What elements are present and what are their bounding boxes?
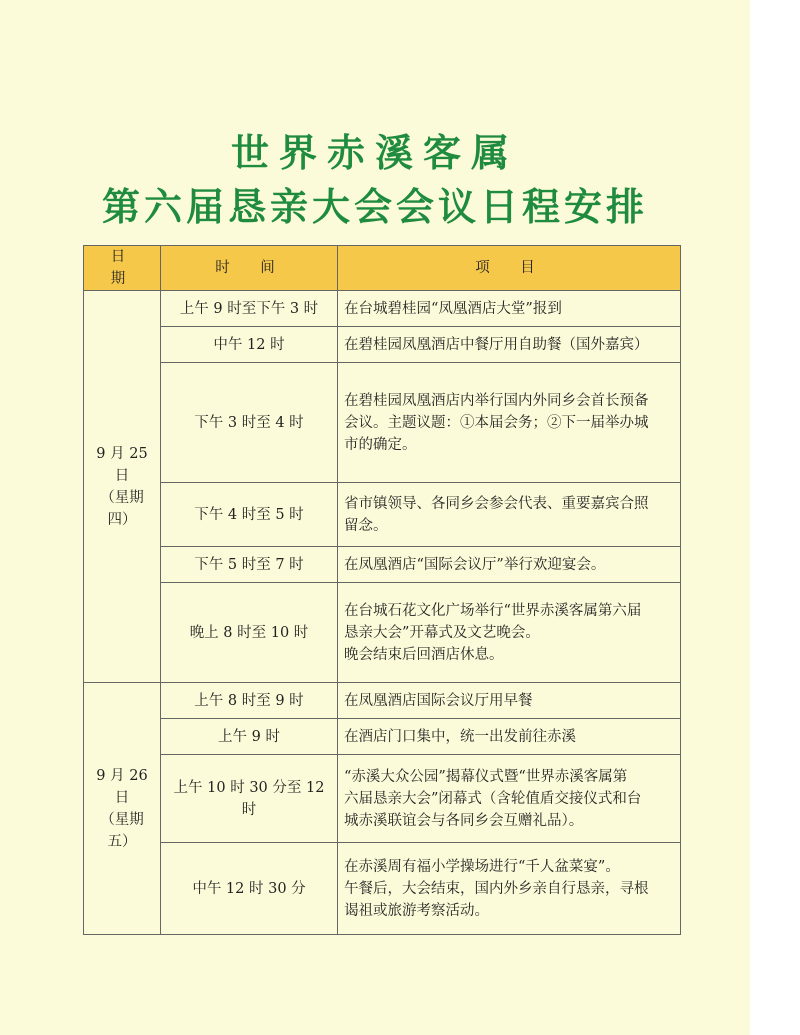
- item-line: 恳亲大会”开幕式及文艺晚会。: [344, 624, 540, 641]
- table-row: [84, 483, 681, 547]
- time-cell: 上午 9 时: [161, 719, 338, 755]
- time-cell: 上午 10 时 30 分至 12 时: [161, 755, 338, 843]
- item-cell: [338, 483, 681, 547]
- table-row: [84, 547, 681, 583]
- item-line: 谒祖或旅游考察活动。: [344, 902, 489, 919]
- table-row: [84, 327, 681, 363]
- item-line: 在碧桂园凤凰酒店内举行国内外同乡会首长预备: [344, 392, 649, 409]
- table-row: [84, 291, 681, 327]
- item-line: 城赤溪联谊会与各同乡会互赠礼品）。: [344, 812, 584, 829]
- time-cell: 中午 12 时 30 分: [161, 843, 338, 935]
- item-line: 在碧桂园凤凰酒店中餐厅用自助餐（国外嘉宾）: [344, 336, 649, 353]
- date-cell: [84, 683, 161, 935]
- table-row: [84, 755, 681, 843]
- schedule-body: [84, 291, 681, 935]
- time-cell: 下午 4 时至 5 时: [161, 483, 338, 547]
- item-line: 在赤溪周有福小学操场进行“千人盆菜宴”。: [344, 858, 620, 875]
- date-text: 9 月 26 日: [96, 767, 148, 806]
- time-cell: 下午 5 时至 7 时: [161, 547, 338, 583]
- table-row: [84, 363, 681, 483]
- header-date: 日 期: [84, 246, 161, 291]
- weekday-text: （星期四）: [100, 489, 144, 528]
- item-line: 六届恳亲大会”闭幕式（含轮值盾交接仪式和台: [344, 790, 642, 807]
- item-line: 在凤凰酒店“国际会议厅”举行欢迎宴会。: [344, 556, 606, 573]
- time-cell: 中午 12 时: [161, 327, 338, 363]
- header-row: [84, 246, 681, 291]
- table-row: [84, 719, 681, 755]
- time-cell: 上午 8 时至 9 时: [161, 683, 338, 719]
- header-time: 时 间: [161, 246, 338, 291]
- item-cell: [338, 683, 681, 719]
- item-line: 市的确定。: [344, 436, 417, 453]
- item-line: 省市镇领导、各同乡会参会代表、重要嘉宾合照: [344, 495, 649, 512]
- schedule-table: [83, 245, 681, 935]
- item-cell: [338, 719, 681, 755]
- table-row: [84, 843, 681, 935]
- item-line: 晚会结束后回酒店休息。: [344, 646, 504, 663]
- item-line: 在酒店门口集中，统一出发前往赤溪: [344, 728, 576, 745]
- item-cell: [338, 583, 681, 683]
- date-text: 9 月 25 日: [96, 445, 148, 484]
- date-cell: [84, 291, 161, 683]
- time-cell: 下午 3 时至 4 时: [161, 363, 338, 483]
- item-cell: [338, 363, 681, 483]
- weekday-text: （星期五）: [100, 811, 144, 850]
- table-row: [84, 683, 681, 719]
- table-row: [84, 583, 681, 683]
- item-line: 留念。: [344, 517, 388, 534]
- item-cell: [338, 291, 681, 327]
- time-cell: 晚上 8 时至 10 时: [161, 583, 338, 683]
- item-line: 会议。主题议题：①本届会务；②下一届举办城: [344, 414, 649, 431]
- header-item: 项 目: [338, 246, 681, 291]
- item-cell: [338, 327, 681, 363]
- item-cell: [338, 755, 681, 843]
- time-cell: 上午 9 时至下午 3 时: [161, 291, 338, 327]
- item-line: 午餐后，大会结束，国内外乡亲自行恳亲，寻根: [344, 880, 649, 897]
- item-line: 在台城石花文化广场举行“世界赤溪客属第六届: [344, 602, 642, 619]
- item-cell: [338, 547, 681, 583]
- item-line: 在台城碧桂园“凤凰酒店大堂”报到: [344, 300, 562, 317]
- item-cell: [338, 843, 681, 935]
- title-line-2: 第六届恳亲大会会议日程安排: [101, 185, 648, 229]
- item-line: 在凤凰酒店国际会议厅用早餐: [344, 692, 533, 709]
- title-line-1: 世界赤溪客属: [230, 131, 519, 175]
- item-line: “赤溪大众公园”揭幕仪式暨“世界赤溪客属第: [344, 768, 628, 785]
